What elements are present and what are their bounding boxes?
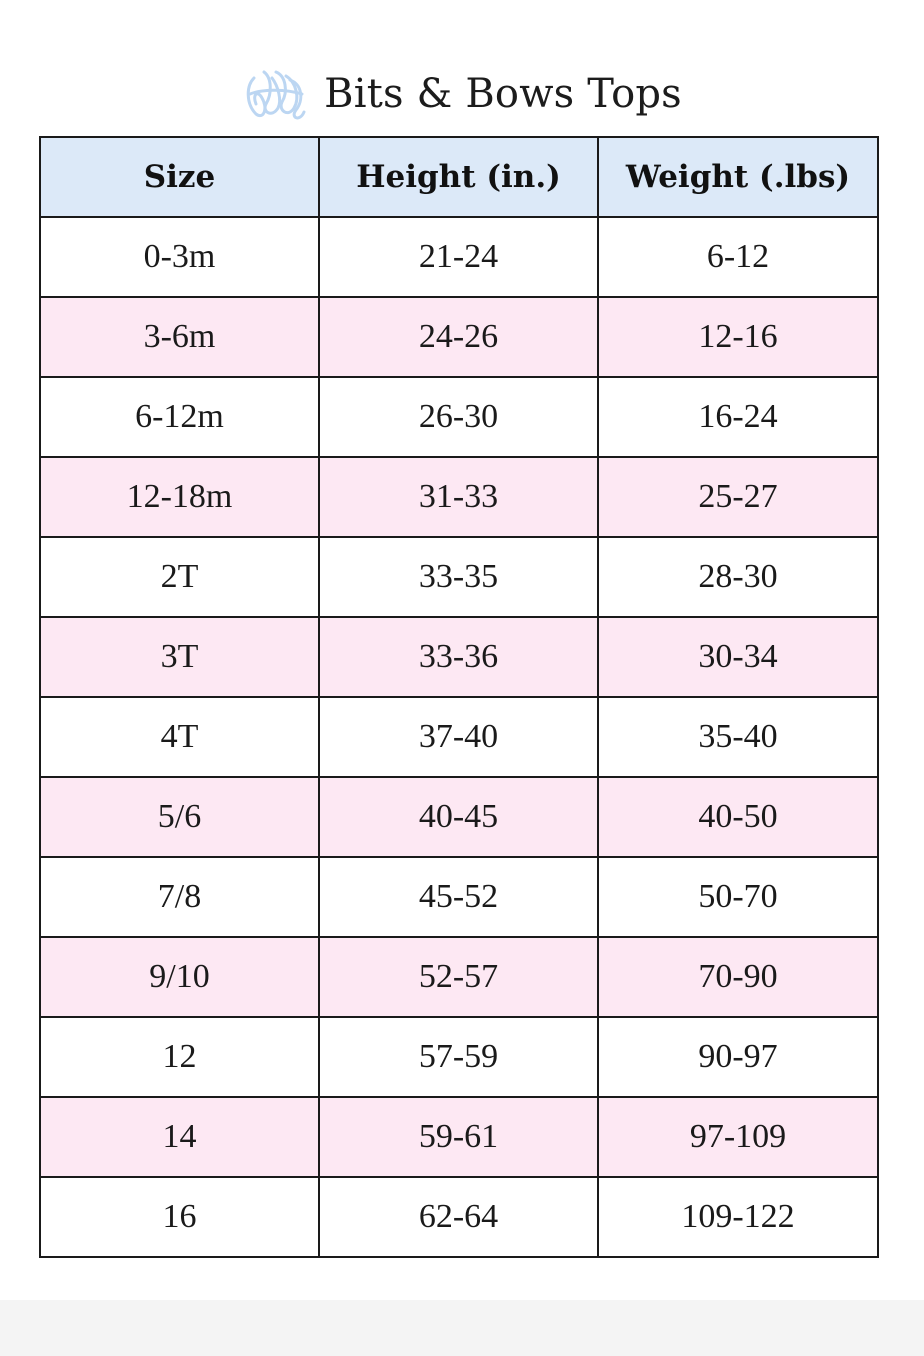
table-header-row: [40, 137, 878, 217]
weight-cell: 109-122: [598, 1177, 878, 1257]
table-row: [40, 297, 878, 377]
height-cell: 40-45: [319, 777, 598, 857]
column-header-weight: Weight (.lbs): [598, 137, 878, 217]
column-header-height: Height (in.): [319, 137, 598, 217]
weight-cell: 16-24: [598, 377, 878, 457]
size-cell: 6-12m: [40, 377, 319, 457]
size-cell: 3T: [40, 617, 319, 697]
size-cell: 12-18m: [40, 457, 319, 537]
weight-cell: 35-40: [598, 697, 878, 777]
height-cell: 59-61: [319, 1097, 598, 1177]
table-row: [40, 537, 878, 617]
page-header: [0, 62, 924, 126]
table-row: [40, 217, 878, 297]
weight-cell: 90-97: [598, 1017, 878, 1097]
weight-cell: 40-50: [598, 777, 878, 857]
size-cell: 4T: [40, 697, 319, 777]
table-row: [40, 777, 878, 857]
size-cell: 0-3m: [40, 217, 319, 297]
table-row: [40, 1097, 878, 1177]
table-row: [40, 697, 878, 777]
weight-cell: 25-27: [598, 457, 878, 537]
size-cell: 12: [40, 1017, 319, 1097]
table-row: [40, 617, 878, 697]
table-row: [40, 1177, 878, 1257]
page-bottom-band: [0, 1300, 924, 1356]
height-cell: 21-24: [319, 217, 598, 297]
column-header-size: Size: [40, 137, 319, 217]
size-cell: 3-6m: [40, 297, 319, 377]
weight-cell: 50-70: [598, 857, 878, 937]
height-cell: 31-33: [319, 457, 598, 537]
height-cell: 33-35: [319, 537, 598, 617]
page-title: Bits & Bows Tops: [324, 71, 682, 117]
table-row: [40, 937, 878, 1017]
table-body: [40, 217, 878, 1257]
height-cell: 45-52: [319, 857, 598, 937]
table-row: [40, 1017, 878, 1097]
table-row: [40, 377, 878, 457]
height-cell: 57-59: [319, 1017, 598, 1097]
size-cell: 16: [40, 1177, 319, 1257]
height-cell: 37-40: [319, 697, 598, 777]
weight-cell: 97-109: [598, 1097, 878, 1177]
height-cell: 52-57: [319, 937, 598, 1017]
weight-cell: 30-34: [598, 617, 878, 697]
size-cell: 5/6: [40, 777, 319, 857]
height-cell: 62-64: [319, 1177, 598, 1257]
size-cell: 2T: [40, 537, 319, 617]
height-cell: 24-26: [319, 297, 598, 377]
height-cell: 26-30: [319, 377, 598, 457]
weight-cell: 70-90: [598, 937, 878, 1017]
size-cell: 14: [40, 1097, 319, 1177]
table-row: [40, 457, 878, 537]
bows-monogram-icon: [242, 64, 308, 124]
weight-cell: 6-12: [598, 217, 878, 297]
size-cell: 9/10: [40, 937, 319, 1017]
size-chart-table: [39, 136, 879, 1258]
table-row: [40, 857, 878, 937]
size-cell: 7/8: [40, 857, 319, 937]
weight-cell: 28-30: [598, 537, 878, 617]
weight-cell: 12-16: [598, 297, 878, 377]
height-cell: 33-36: [319, 617, 598, 697]
